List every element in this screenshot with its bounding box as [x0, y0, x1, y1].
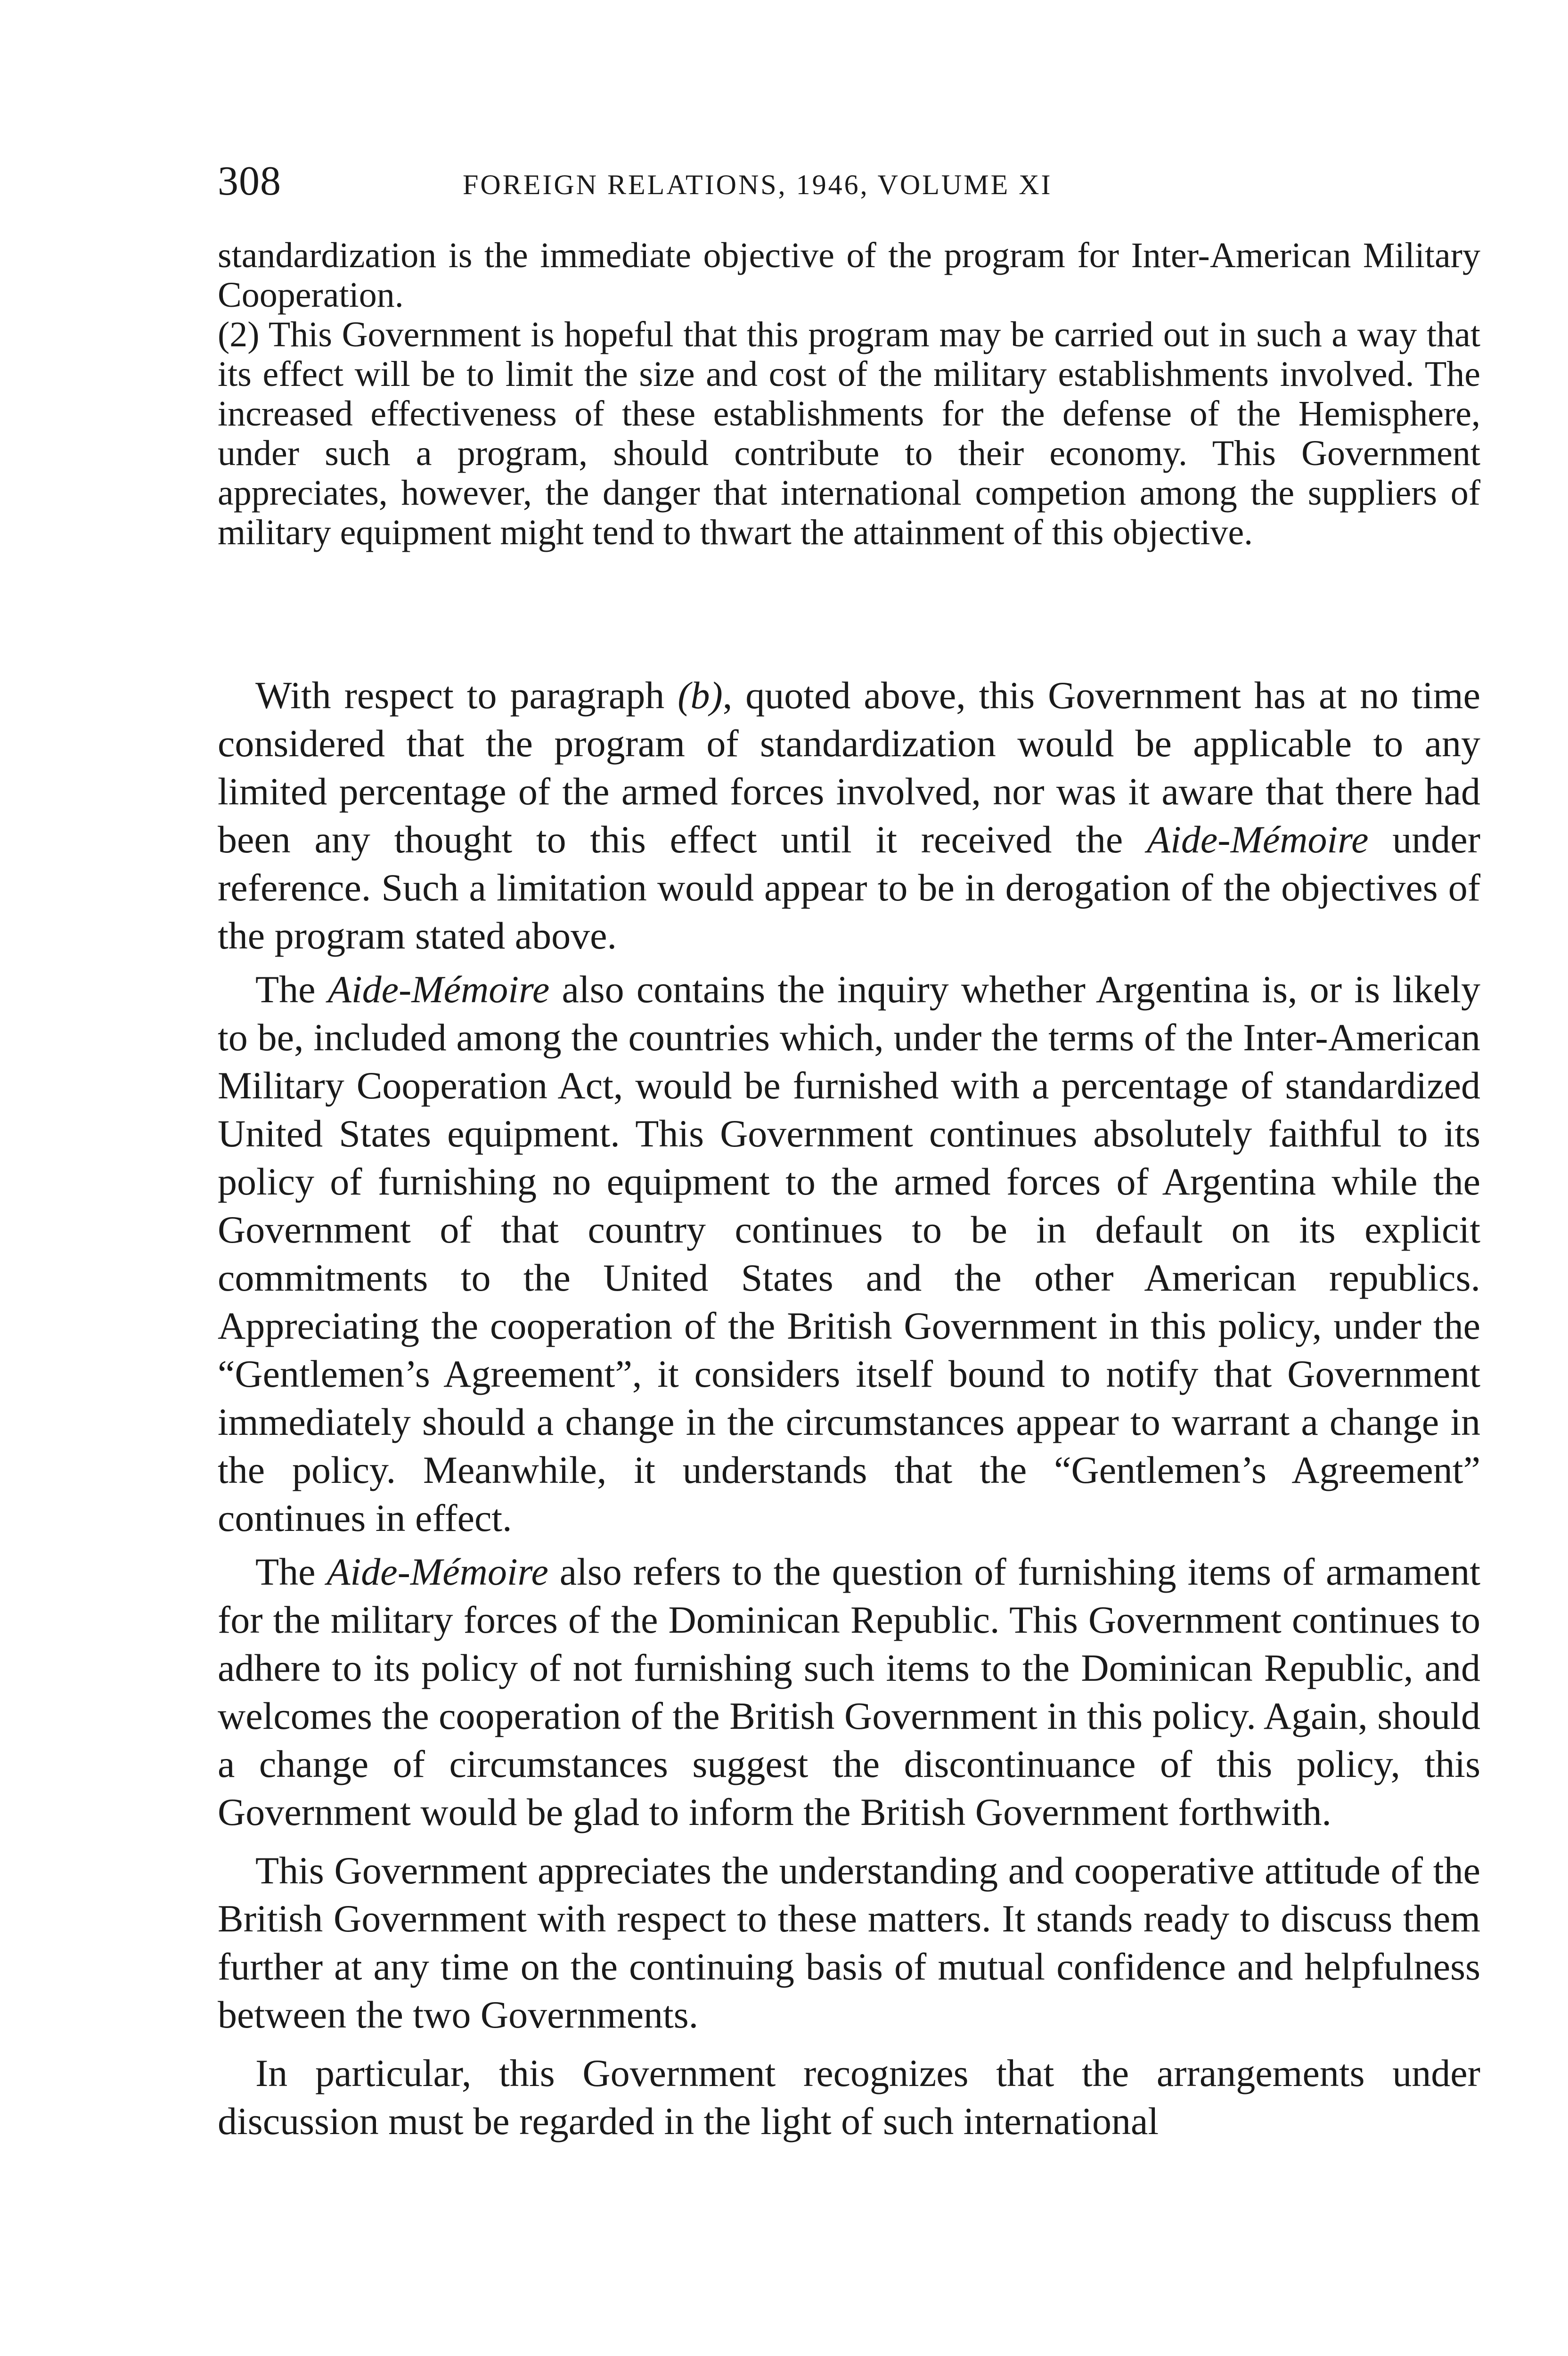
body-paragraph: This Government appreciates the understanding and cooperative attitude of the British Government with respect to these matters. It stands ready to discuss them further at any time on the continuing basis of mutual confidence and helpfulness between the two Governments. — [218, 1849, 1480, 2036]
running-title: FOREIGN RELATIONS, 1946, VOLUME XI — [463, 169, 1053, 200]
body-paragraph: The Aide-Mémoire also contains the inquiry whether Argentina is, or is likely to be, included among the countries which, under the terms of the Inter-American Military Cooperation Act, would be furnished with a percentage of standardized United States equipment. This Government continues absolutely faithful to its policy of furnishing no equipment to the armed forces of Argentina while the Government of that country continues to be in default on its explicit commitments to the United States and the other American republics. Appreciating the cooperation of the British Government in this policy, under the “Gentlemen’s Agreement”, it considers itself bound to notify that Government immediately should a change in the circumstances appear to warrant a change in the policy. Meanwhile, it understands that the “Gentlemen’s Agreement” continues in effect. — [218, 968, 1481, 1539]
quote-paragraph: standardization is the immediate objective of the program for Inter-American Military Cooperation. — [218, 236, 1480, 315]
quote-paragraph: (2) This Government is hopeful that this program may be carried out in such a way that its effect will be to limit the size and cost of the military establishments involved. The increased effectiveness of these establishments for the defense of the Hemisphere, under such a program, should contribute to their economy. This Government appreciates, however, the danger that international competion among the suppliers of military equipment might tend to thwart the attainment of this objective. — [218, 315, 1480, 552]
body-paragraph: With respect to paragraph (b), quoted above, this Government has at no time considered that the program of standardization would be applicable to any limited percentage of the armed forces involved, nor was it aware that there had been any thought to this effect until it received the Aide-Mémoire under reference. Such a limitation would appear to be in derogation of the objectives of the program stated above. — [218, 674, 1480, 957]
page-number: 308 — [218, 158, 281, 204]
quoted-passage — [218, 236, 1480, 552]
body-paragraph: In particular, this Government recognizes that the arrangements under discussion must be regarded in the light of such international — [218, 2052, 1480, 2143]
body-paragraph: The Aide-Mémoire also refers to the question of furnishing items of armament for the military forces of the Dominican Republic. This Government continues to adhere to its policy of not furnishing such items to the Dominican Republic, and welcomes the cooperation of the British Government in this policy. Again, should a change of circumstances suggest the discontinuance of this policy, this Government would be glad to inform the British Government forthwith. — [218, 1550, 1480, 1833]
running-header — [218, 153, 1480, 210]
main-text — [218, 671, 1480, 2145]
